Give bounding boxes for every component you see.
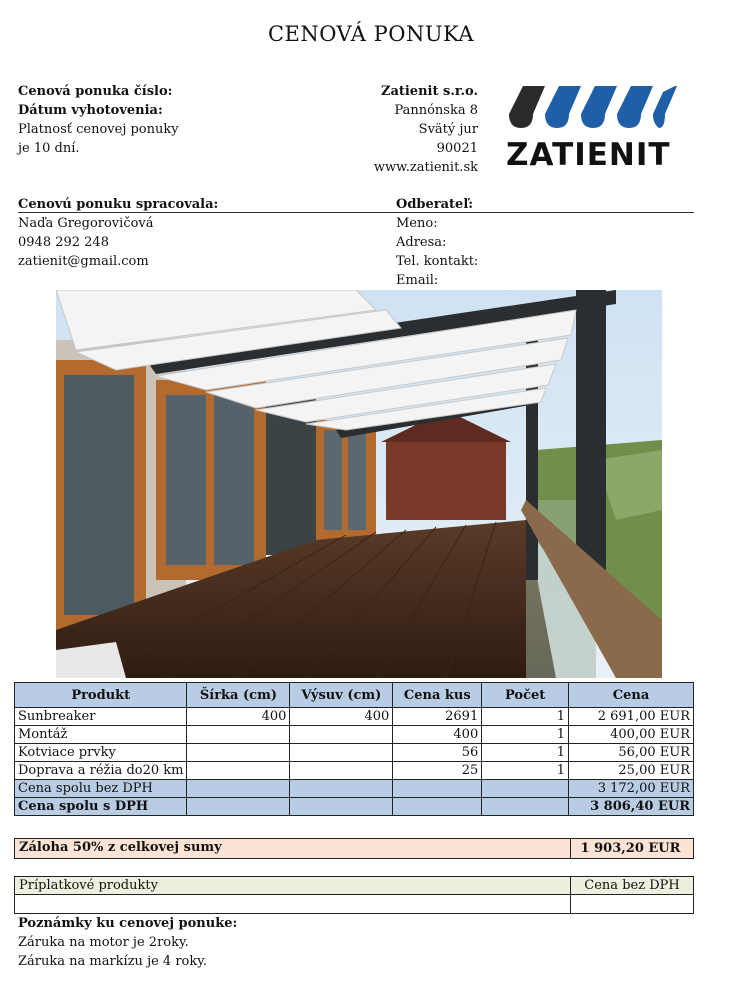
logo-awning-icon xyxy=(509,86,677,128)
cell-unit-price: 400 xyxy=(393,726,482,744)
deposit-box xyxy=(14,838,694,859)
cell-projection xyxy=(290,762,393,780)
table-row xyxy=(15,708,694,726)
col-header-quantity: Počet xyxy=(482,683,569,708)
company-street: Pannónska 8 xyxy=(394,103,478,118)
customer-name-label: Meno: xyxy=(396,216,438,231)
customer-address-label: Adresa: xyxy=(396,235,447,250)
customer-label: Odberateľ: xyxy=(396,197,474,212)
offer-date-label: Dátum vyhotovenia: xyxy=(18,103,163,118)
products-table xyxy=(14,682,694,816)
extras-col-label: Cena bez DPH xyxy=(584,878,680,893)
product-photo xyxy=(56,290,662,678)
table-row xyxy=(15,762,694,780)
offer-validity-line2: je 10 dní. xyxy=(18,141,80,156)
page-title: CENOVÁ PONUKA xyxy=(267,22,475,46)
total-vat-row xyxy=(15,798,694,816)
table-row xyxy=(15,726,694,744)
extras-box xyxy=(14,876,694,914)
empty-cell xyxy=(290,780,393,798)
cell-price: 56,00 EUR xyxy=(569,744,694,762)
prepared-name: Naďa Gregorovičová xyxy=(18,216,154,231)
cell-product: Doprava a réžia do20 km xyxy=(15,762,187,780)
cell-projection: 400 xyxy=(290,708,393,726)
cell-width: 400 xyxy=(187,708,290,726)
cell-price: 400,00 EUR xyxy=(569,726,694,744)
customer-email-label: Email: xyxy=(396,273,439,288)
total-vat-value: 3 806,40 EUR xyxy=(569,798,694,816)
total-vat-label: Cena spolu s DPH xyxy=(15,798,187,816)
cell-unit-price: 25 xyxy=(393,762,482,780)
total-no-vat-label: Cena spolu bez DPH xyxy=(15,780,187,798)
deposit-label: Záloha 50% z celkovej sumy xyxy=(19,840,222,855)
notes-line1: Záruka na motor je 2roky. xyxy=(18,935,189,950)
cell-product: Sunbreaker xyxy=(15,708,187,726)
notes-title: Poznámky ku cenovej ponuke: xyxy=(18,916,238,931)
customer-phone-label: Tel. kontakt: xyxy=(396,254,479,269)
prepared-label: Cenovú ponuku spracovala: xyxy=(18,197,219,212)
cell-width xyxy=(187,726,290,744)
empty-cell xyxy=(393,780,482,798)
cell-quantity: 1 xyxy=(482,744,569,762)
logo-wordmark: ZATIENIT xyxy=(506,137,671,173)
offer-validity-line1: Platnosť cenovej ponuky xyxy=(18,122,179,137)
cell-width xyxy=(187,744,290,762)
cell-price: 2 691,00 EUR xyxy=(569,708,694,726)
deposit-value: 1 903,20 EUR xyxy=(570,839,690,858)
cell-product: Kotviace prvky xyxy=(15,744,187,762)
cell-quantity: 1 xyxy=(482,762,569,780)
company-name: Zatienit s.r.o. xyxy=(380,84,478,99)
empty-cell xyxy=(482,798,569,816)
cell-product: Montáž xyxy=(15,726,187,744)
empty-cell xyxy=(393,798,482,816)
total-no-vat-row xyxy=(15,780,694,798)
header-divider xyxy=(18,212,694,213)
company-city: Svätý jur xyxy=(418,122,478,137)
offer-number-label: Cenová ponuka číslo: xyxy=(18,84,173,99)
cell-projection xyxy=(290,744,393,762)
col-header-projection: Výsuv (cm) xyxy=(290,683,393,708)
col-header-unit-price: Cena kus xyxy=(393,683,482,708)
company-web: www.zatienit.sk xyxy=(373,160,478,175)
cell-price: 25,00 EUR xyxy=(569,762,694,780)
empty-cell xyxy=(187,798,290,816)
table-header-row xyxy=(15,683,694,708)
cell-quantity: 1 xyxy=(482,708,569,726)
prepared-email: zatienit@gmail.com xyxy=(18,254,149,269)
col-header-price: Cena xyxy=(569,683,694,708)
empty-cell xyxy=(482,780,569,798)
col-header-width: Šírka (cm) xyxy=(187,683,290,708)
cell-quantity: 1 xyxy=(482,726,569,744)
col-header-product: Produkt xyxy=(15,683,187,708)
cell-width xyxy=(187,762,290,780)
notes-line2: Záruka na markízu je 4 roky. xyxy=(18,954,207,969)
empty-cell xyxy=(290,798,393,816)
total-no-vat-value: 3 172,00 EUR xyxy=(569,780,694,798)
cell-projection xyxy=(290,726,393,744)
extras-label: Príplatkové produkty xyxy=(19,878,158,893)
empty-cell xyxy=(187,780,290,798)
table-row xyxy=(15,744,694,762)
cell-unit-price: 56 xyxy=(393,744,482,762)
prepared-phone: 0948 292 248 xyxy=(18,235,109,250)
cell-unit-price: 2691 xyxy=(393,708,482,726)
company-zip: 90021 xyxy=(436,141,478,156)
